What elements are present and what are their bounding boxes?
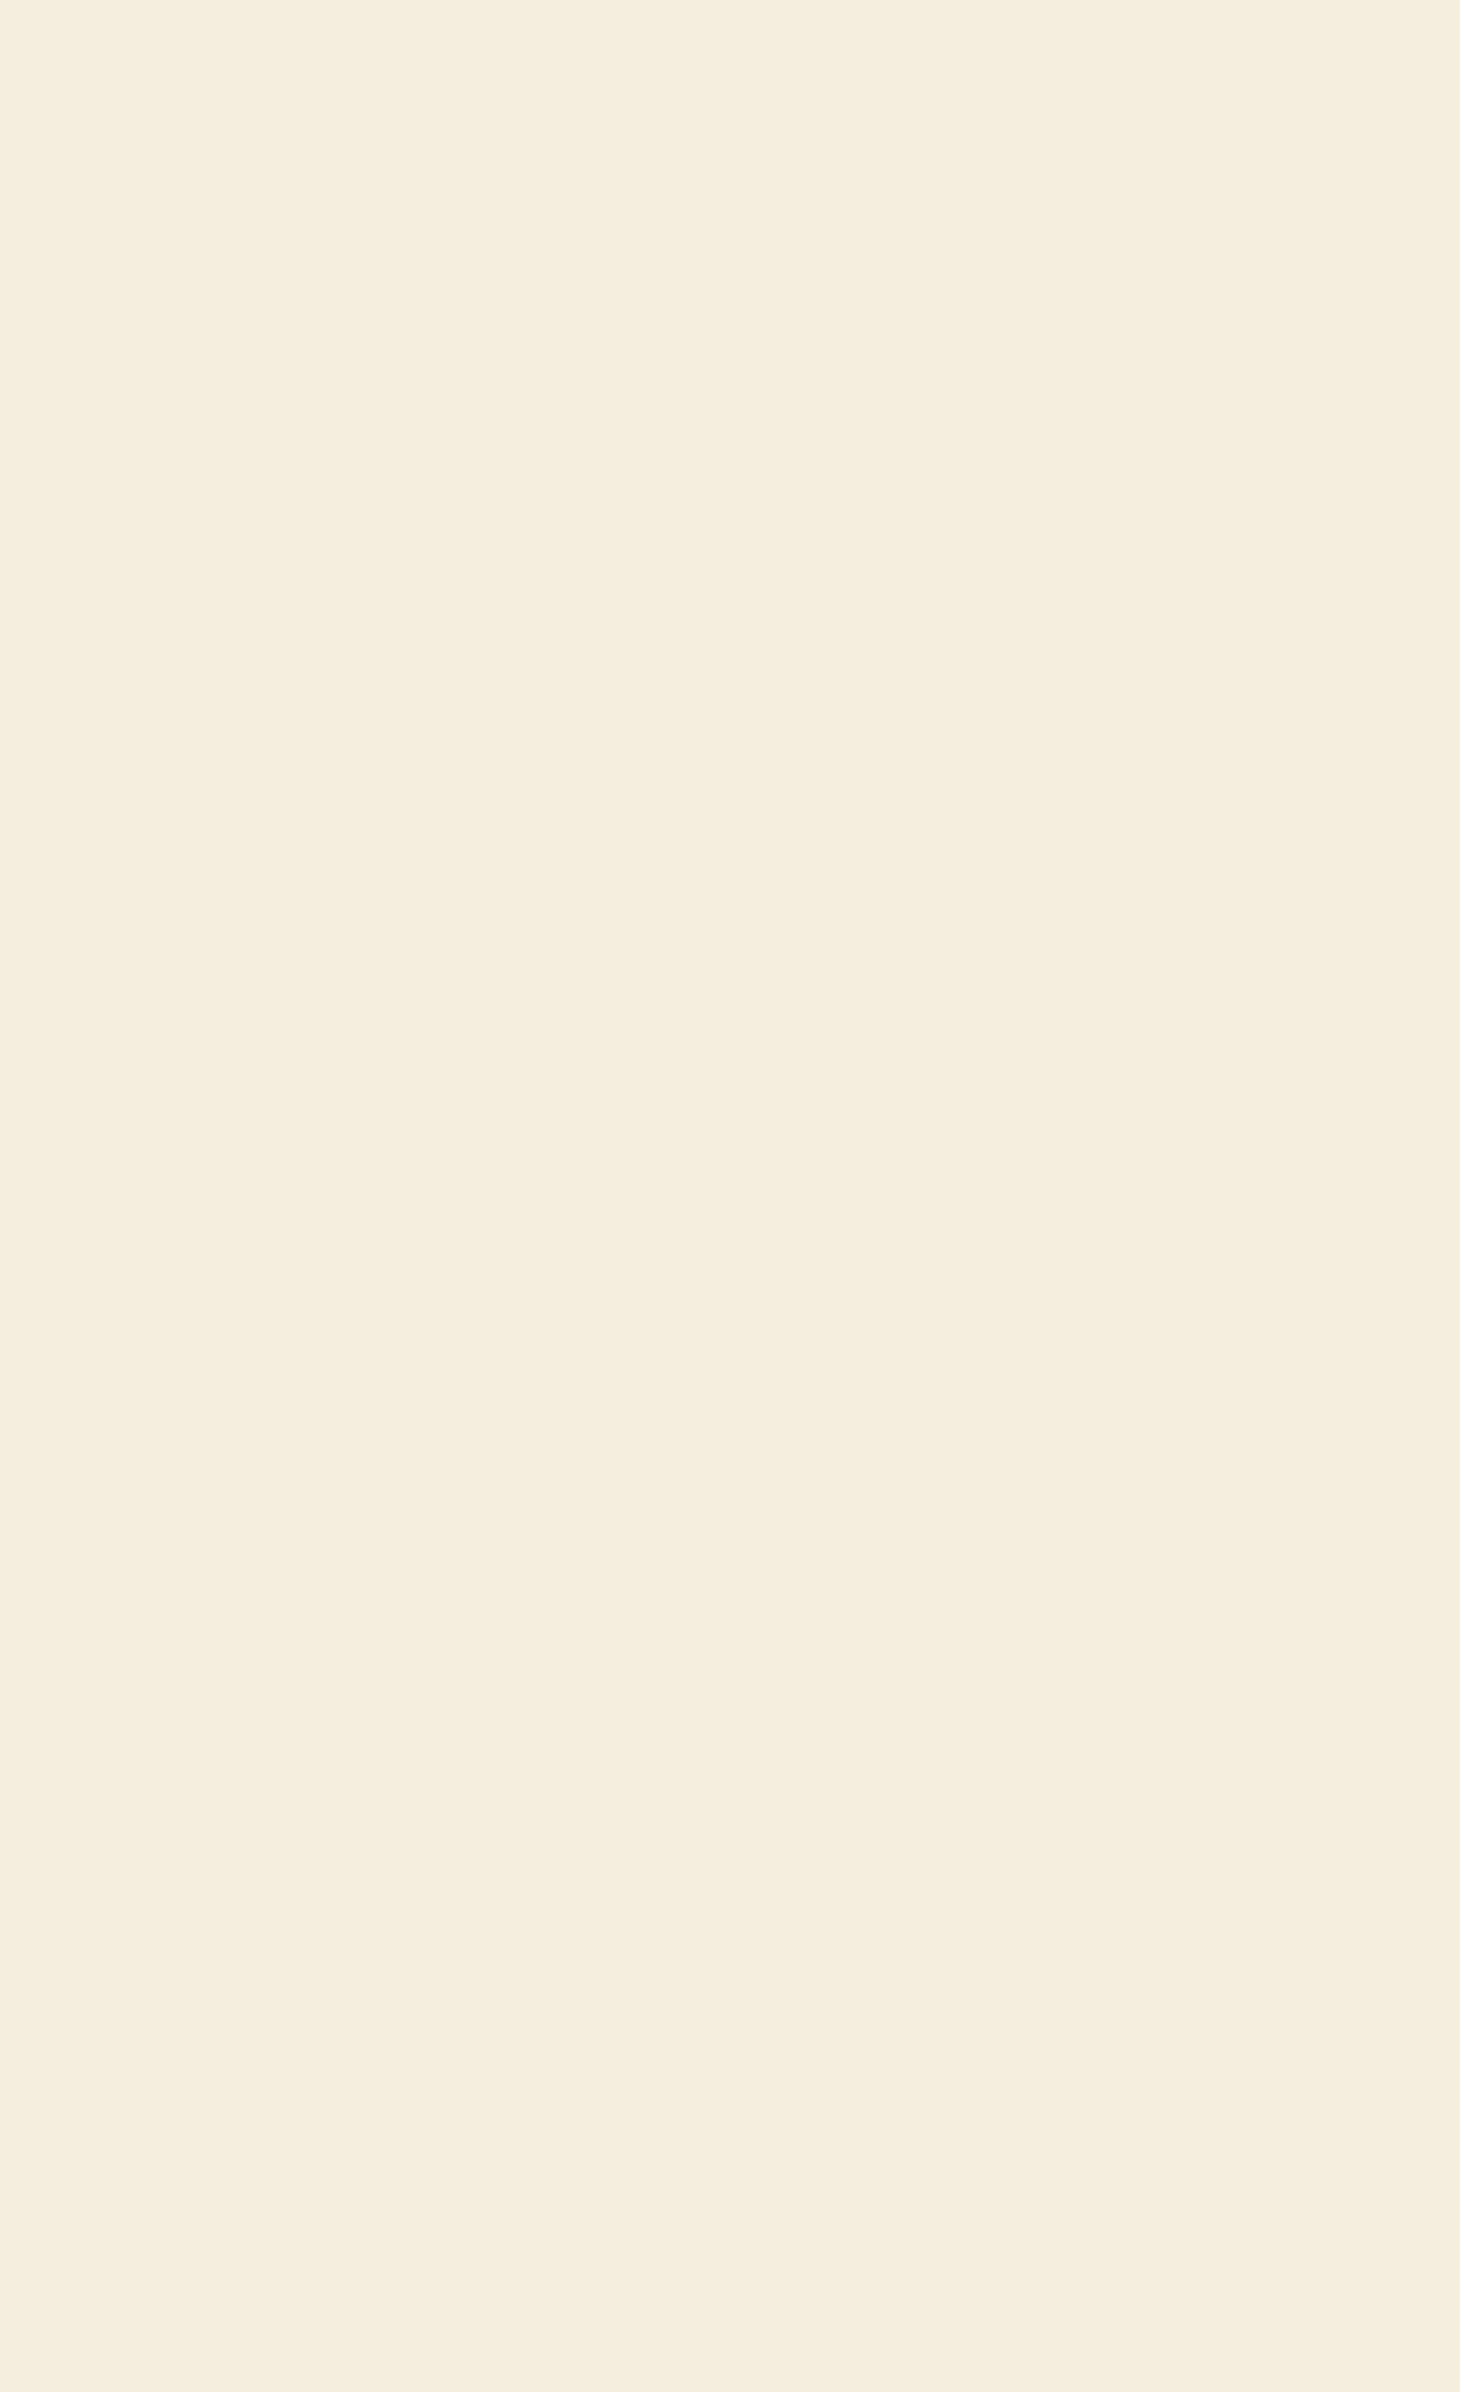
verses: [262, 1550, 1362, 1580]
